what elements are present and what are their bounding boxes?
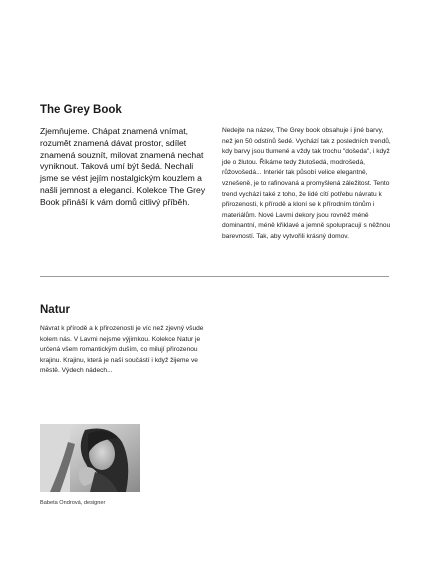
section-title-natur: Natur: [40, 304, 71, 316]
designer-photo: [40, 424, 140, 492]
grey-book-body-paragraph: Nedejte na název, The Grey book obsahuje i jiné barvy, než jen 50 odstínů šedé. Vychází tak z posledních trendů, kdy barvy jsou tlumené a vždy tak trochu "došeda", i když jde o žlutou. Říkáme tedy žlutošedá, modrošedá, růžovošedá... Interiér tak působí velice elegantně, vznešeně, je to rafinovaná a promyšlená záležitost. Tento trend vychází také z toho, že lidé cítí potřebu návratu k přirozenosti, k přírodě a kloní se k přírodním tónům i materiálům. Nové Lavmi dekory jsou rovněž méně dominantní, méně křiklavé a jemně spolupracují s něžnou barevností. Tak, aby vytvořili krásný domov.: [222, 127, 391, 240]
photo-caption: Babeta Ondrová, designer: [40, 500, 106, 506]
natur-body-paragraph: Návrat k přírodě a k přirozenosti je víc než zjevný všude kolem nás. V Lavmi nejsme výjimkou. Kolekce Natur je určená všem romantickým duším, co milují přirozenou krajinu. Krajinu, která je naší součástí i když žijeme ve městě. Výdech nádech...: [40, 325, 204, 375]
section-divider: [40, 276, 389, 277]
grey-book-lead-paragraph: Zjemňujeme. Chápat znamená vnímat, rozumět znamená dávat prostor, sdílet znamená souznít, milovat znamená nechat vyniknout. Taková umí být šedá. Nechali jsme se vést jejím nostalgickým kouzlem a našli jemnost a eleganci. Kolekce The Grey Book přináší k vám domů citlivý příběh.: [40, 126, 206, 207]
section-title-grey-book: The Grey Book: [40, 104, 122, 116]
